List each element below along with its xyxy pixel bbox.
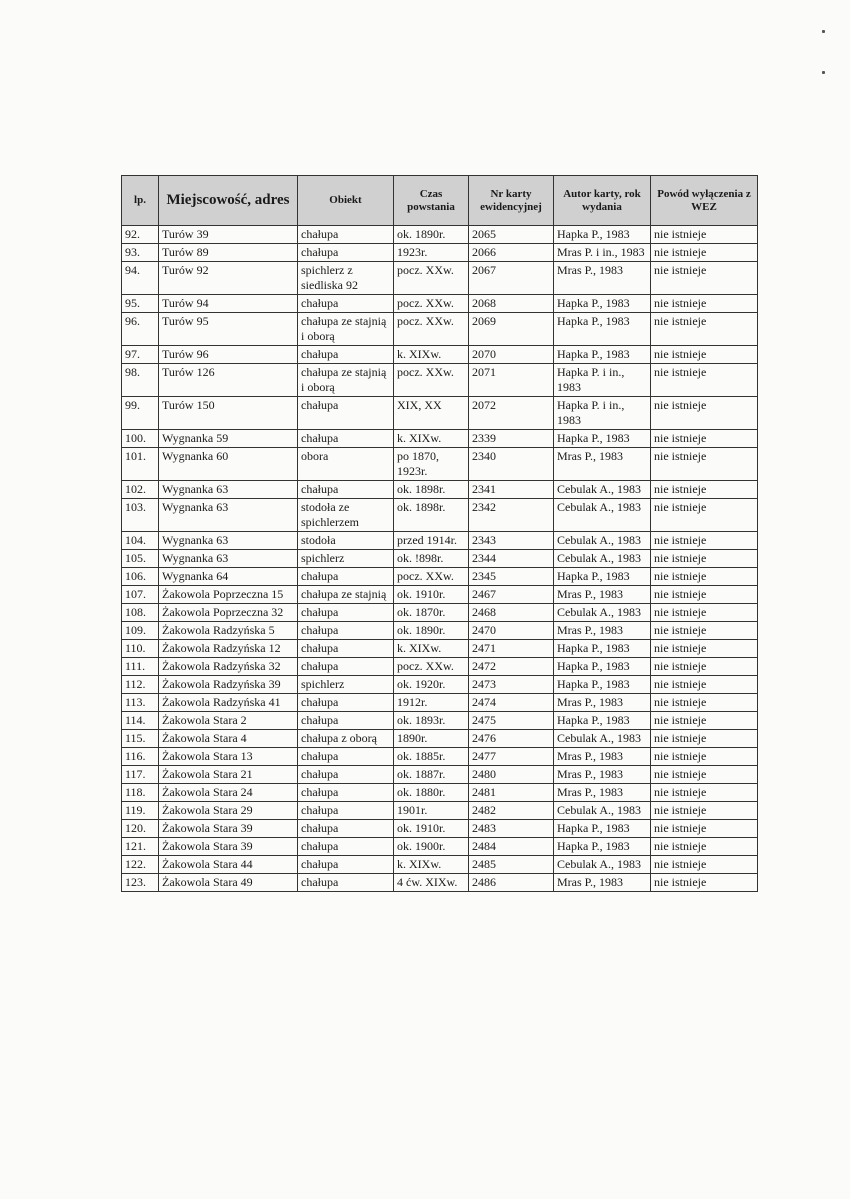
- table-row: [122, 604, 758, 622]
- cell-time: ok. 1910r.: [394, 820, 469, 838]
- cell-reason: nie istnieje: [651, 820, 758, 838]
- table-row: [122, 676, 758, 694]
- table-row: [122, 622, 758, 640]
- table-row: [122, 838, 758, 856]
- cell-author: Cebulak A., 1983: [554, 604, 651, 622]
- cell-card-number: 2069: [469, 313, 554, 346]
- cell-object: chałupa: [298, 604, 394, 622]
- cell-card-number: 2067: [469, 262, 554, 295]
- cell-lp: 116.: [122, 748, 159, 766]
- cell-address: Wygnanka 63: [159, 550, 298, 568]
- cell-time: 1912r.: [394, 694, 469, 712]
- cell-object: chałupa: [298, 802, 394, 820]
- cell-address: Żakowola Radzyńska 5: [159, 622, 298, 640]
- cell-address: Wygnanka 63: [159, 499, 298, 532]
- cell-time: k. XIXw.: [394, 346, 469, 364]
- cell-address: Żakowola Radzyńska 12: [159, 640, 298, 658]
- cell-reason: nie istnieje: [651, 568, 758, 586]
- cell-time: ok. 1898r.: [394, 499, 469, 532]
- cell-author: Hapka P., 1983: [554, 676, 651, 694]
- cell-reason: nie istnieje: [651, 784, 758, 802]
- table-row: [122, 748, 758, 766]
- cell-object: spichlerz: [298, 676, 394, 694]
- cell-lp: 108.: [122, 604, 159, 622]
- table-row: [122, 532, 758, 550]
- table-row: [122, 226, 758, 244]
- cell-author: Cebulak A., 1983: [554, 499, 651, 532]
- cell-card-number: 2470: [469, 622, 554, 640]
- table-row: [122, 430, 758, 448]
- cell-object: chałupa: [298, 640, 394, 658]
- table-body: [122, 226, 758, 892]
- header-lp: lp.: [122, 176, 159, 226]
- cell-address: Turów 95: [159, 313, 298, 346]
- cell-card-number: 2474: [469, 694, 554, 712]
- table-row: [122, 346, 758, 364]
- cell-address: Turów 92: [159, 262, 298, 295]
- cell-time: pocz. XXw.: [394, 313, 469, 346]
- cell-reason: nie istnieje: [651, 430, 758, 448]
- cell-lp: 109.: [122, 622, 159, 640]
- cell-object: chałupa: [298, 748, 394, 766]
- cell-card-number: 2468: [469, 604, 554, 622]
- cell-reason: nie istnieje: [651, 499, 758, 532]
- cell-author: Hapka P., 1983: [554, 430, 651, 448]
- cell-time: pocz. XXw.: [394, 658, 469, 676]
- cell-time: k. XIXw.: [394, 856, 469, 874]
- cell-object: stodoła: [298, 532, 394, 550]
- table-row: [122, 874, 758, 892]
- table-row: [122, 802, 758, 820]
- cell-reason: nie istnieje: [651, 676, 758, 694]
- cell-object: chałupa: [298, 430, 394, 448]
- cell-lp: 98.: [122, 364, 159, 397]
- table-row: [122, 550, 758, 568]
- table-row: [122, 820, 758, 838]
- cell-card-number: 2483: [469, 820, 554, 838]
- cell-address: Żakowola Poprzeczna 15: [159, 586, 298, 604]
- cell-author: Hapka P., 1983: [554, 568, 651, 586]
- cell-time: ok. 1887r.: [394, 766, 469, 784]
- cell-object: chałupa: [298, 346, 394, 364]
- table-row: [122, 856, 758, 874]
- cell-reason: nie istnieje: [651, 244, 758, 262]
- header-time: Czas powstania: [394, 176, 469, 226]
- cell-address: Żakowola Stara 13: [159, 748, 298, 766]
- cell-time: pocz. XXw.: [394, 364, 469, 397]
- cell-lp: 120.: [122, 820, 159, 838]
- table-row: [122, 313, 758, 346]
- cell-author: Mras P., 1983: [554, 586, 651, 604]
- cell-reason: nie istnieje: [651, 313, 758, 346]
- table-row: [122, 397, 758, 430]
- header-address: Miejscowość, adres: [159, 176, 298, 226]
- cell-author: Mras P., 1983: [554, 748, 651, 766]
- table-row: [122, 586, 758, 604]
- cell-reason: nie istnieje: [651, 397, 758, 430]
- cell-author: Cebulak A., 1983: [554, 802, 651, 820]
- cell-object: chałupa: [298, 568, 394, 586]
- table-row: [122, 658, 758, 676]
- cell-time: 4 ćw. XIXw.: [394, 874, 469, 892]
- cell-lp: 102.: [122, 481, 159, 499]
- cell-address: Turów 96: [159, 346, 298, 364]
- cell-card-number: 2485: [469, 856, 554, 874]
- cell-reason: nie istnieje: [651, 838, 758, 856]
- cell-reason: nie istnieje: [651, 658, 758, 676]
- cell-time: ok. 1920r.: [394, 676, 469, 694]
- cell-card-number: 2341: [469, 481, 554, 499]
- cell-address: Żakowola Stara 49: [159, 874, 298, 892]
- cell-object: obora: [298, 448, 394, 481]
- cell-object: chałupa: [298, 622, 394, 640]
- cell-author: Mras P., 1983: [554, 622, 651, 640]
- cell-object: chałupa: [298, 295, 394, 313]
- cell-time: pocz. XXw.: [394, 568, 469, 586]
- table-row: [122, 262, 758, 295]
- cell-card-number: 2473: [469, 676, 554, 694]
- cell-author: Mras P. i in., 1983: [554, 244, 651, 262]
- cell-address: Wygnanka 63: [159, 532, 298, 550]
- cell-object: chałupa: [298, 694, 394, 712]
- cell-address: Żakowola Stara 39: [159, 820, 298, 838]
- cell-reason: nie istnieje: [651, 364, 758, 397]
- cell-object: chałupa: [298, 838, 394, 856]
- cell-card-number: 2343: [469, 532, 554, 550]
- cell-object: chałupa: [298, 766, 394, 784]
- cell-object: chałupa ze stajnią i oborą: [298, 364, 394, 397]
- cell-card-number: 2481: [469, 784, 554, 802]
- table-row: [122, 766, 758, 784]
- cell-lp: 100.: [122, 430, 159, 448]
- table-row: [122, 481, 758, 499]
- cell-lp: 105.: [122, 550, 159, 568]
- cell-author: Mras P., 1983: [554, 694, 651, 712]
- cell-author: Cebulak A., 1983: [554, 550, 651, 568]
- cell-reason: nie istnieje: [651, 802, 758, 820]
- cell-address: Wygnanka 59: [159, 430, 298, 448]
- cell-time: ok. 1890r.: [394, 226, 469, 244]
- cell-time: po 1870, 1923r.: [394, 448, 469, 481]
- cell-author: Hapka P., 1983: [554, 658, 651, 676]
- cell-object: chałupa: [298, 658, 394, 676]
- cell-lp: 110.: [122, 640, 159, 658]
- cell-lp: 99.: [122, 397, 159, 430]
- cell-lp: 97.: [122, 346, 159, 364]
- cell-address: Wygnanka 60: [159, 448, 298, 481]
- cell-address: Żakowola Stara 39: [159, 838, 298, 856]
- header-object: Obiekt: [298, 176, 394, 226]
- cell-address: Żakowola Stara 21: [159, 766, 298, 784]
- cell-lp: 117.: [122, 766, 159, 784]
- cell-author: Mras P., 1983: [554, 874, 651, 892]
- cell-author: Hapka P., 1983: [554, 226, 651, 244]
- cell-object: chałupa: [298, 784, 394, 802]
- cell-address: Turów 89: [159, 244, 298, 262]
- cell-reason: nie istnieje: [651, 550, 758, 568]
- table-row: [122, 448, 758, 481]
- cell-lp: 122.: [122, 856, 159, 874]
- cell-address: Żakowola Radzyńska 39: [159, 676, 298, 694]
- table-row: [122, 694, 758, 712]
- cell-reason: nie istnieje: [651, 295, 758, 313]
- cell-card-number: 2339: [469, 430, 554, 448]
- cell-lp: 92.: [122, 226, 159, 244]
- cell-lp: 93.: [122, 244, 159, 262]
- cell-object: chałupa z oborą: [298, 730, 394, 748]
- header-reason: Powód wyłączenia z WEZ: [651, 176, 758, 226]
- cell-lp: 112.: [122, 676, 159, 694]
- table-header-row: [122, 176, 758, 226]
- cell-card-number: 2480: [469, 766, 554, 784]
- cell-address: Żakowola Poprzeczna 32: [159, 604, 298, 622]
- cell-reason: nie istnieje: [651, 448, 758, 481]
- cell-object: chałupa: [298, 397, 394, 430]
- cell-object: chałupa: [298, 244, 394, 262]
- cell-reason: nie istnieje: [651, 766, 758, 784]
- cell-address: Żakowola Radzyńska 32: [159, 658, 298, 676]
- cell-time: ok. !898r.: [394, 550, 469, 568]
- cell-author: Hapka P., 1983: [554, 820, 651, 838]
- cell-time: 1923r.: [394, 244, 469, 262]
- cell-lp: 103.: [122, 499, 159, 532]
- cell-reason: nie istnieje: [651, 712, 758, 730]
- cell-card-number: 2065: [469, 226, 554, 244]
- cell-lp: 107.: [122, 586, 159, 604]
- cell-lp: 119.: [122, 802, 159, 820]
- cell-reason: nie istnieje: [651, 730, 758, 748]
- cell-card-number: 2070: [469, 346, 554, 364]
- cell-card-number: 2342: [469, 499, 554, 532]
- cell-author: Hapka P. i in., 1983: [554, 397, 651, 430]
- cell-author: Mras P., 1983: [554, 262, 651, 295]
- cell-time: przed 1914r.: [394, 532, 469, 550]
- cell-lp: 96.: [122, 313, 159, 346]
- cell-object: chałupa: [298, 856, 394, 874]
- cell-card-number: 2475: [469, 712, 554, 730]
- cell-time: ok. 1898r.: [394, 481, 469, 499]
- cell-time: k. XIXw.: [394, 640, 469, 658]
- cell-card-number: 2472: [469, 658, 554, 676]
- cell-time: ok. 1870r.: [394, 604, 469, 622]
- cell-address: Turów 94: [159, 295, 298, 313]
- cell-lp: 118.: [122, 784, 159, 802]
- cell-reason: nie istnieje: [651, 481, 758, 499]
- cell-object: spichlerz z siedliska 92: [298, 262, 394, 295]
- cell-lp: 114.: [122, 712, 159, 730]
- cell-lp: 95.: [122, 295, 159, 313]
- cell-reason: nie istnieje: [651, 622, 758, 640]
- cell-time: 1890r.: [394, 730, 469, 748]
- cell-reason: nie istnieje: [651, 226, 758, 244]
- cell-author: Hapka P., 1983: [554, 313, 651, 346]
- table-row: [122, 712, 758, 730]
- cell-object: chałupa: [298, 874, 394, 892]
- cell-lp: 115.: [122, 730, 159, 748]
- cell-card-number: 2072: [469, 397, 554, 430]
- cell-card-number: 2486: [469, 874, 554, 892]
- header-author: Autor karty, rok wydania: [554, 176, 651, 226]
- cell-address: Żakowola Stara 2: [159, 712, 298, 730]
- cell-object: chałupa: [298, 712, 394, 730]
- cell-lp: 101.: [122, 448, 159, 481]
- table-row: [122, 364, 758, 397]
- header-card-number: Nr karty ewidencyjnej: [469, 176, 554, 226]
- cell-card-number: 2477: [469, 748, 554, 766]
- cell-author: Hapka P. i in., 1983: [554, 364, 651, 397]
- cell-author: Cebulak A., 1983: [554, 730, 651, 748]
- cell-time: pocz. XXw.: [394, 295, 469, 313]
- cell-reason: nie istnieje: [651, 604, 758, 622]
- cell-author: Hapka P., 1983: [554, 295, 651, 313]
- cell-reason: nie istnieje: [651, 532, 758, 550]
- table-row: [122, 244, 758, 262]
- cell-lp: 113.: [122, 694, 159, 712]
- cell-address: Turów 126: [159, 364, 298, 397]
- table-row: [122, 499, 758, 532]
- cell-author: Mras P., 1983: [554, 784, 651, 802]
- cell-reason: nie istnieje: [651, 346, 758, 364]
- cell-author: Mras P., 1983: [554, 766, 651, 784]
- cell-card-number: 2484: [469, 838, 554, 856]
- cell-time: 1901r.: [394, 802, 469, 820]
- cell-reason: nie istnieje: [651, 694, 758, 712]
- cell-address: Żakowola Stara 4: [159, 730, 298, 748]
- cell-card-number: 2345: [469, 568, 554, 586]
- cell-time: ok. 1910r.: [394, 586, 469, 604]
- cell-lp: 123.: [122, 874, 159, 892]
- cell-address: Turów 150: [159, 397, 298, 430]
- cell-address: Żakowola Radzyńska 41: [159, 694, 298, 712]
- scan-marks: [822, 30, 828, 112]
- cell-author: Cebulak A., 1983: [554, 532, 651, 550]
- cell-time: ok. 1880r.: [394, 784, 469, 802]
- cell-reason: nie istnieje: [651, 586, 758, 604]
- cell-lp: 111.: [122, 658, 159, 676]
- cell-author: Hapka P., 1983: [554, 838, 651, 856]
- cell-address: Żakowola Stara 44: [159, 856, 298, 874]
- cell-card-number: 2071: [469, 364, 554, 397]
- cell-card-number: 2344: [469, 550, 554, 568]
- cell-author: Hapka P., 1983: [554, 712, 651, 730]
- cell-author: Hapka P., 1983: [554, 346, 651, 364]
- cell-time: ok. 1890r.: [394, 622, 469, 640]
- cell-object: stodoła ze spichlerzem: [298, 499, 394, 532]
- cell-time: ok. 1885r.: [394, 748, 469, 766]
- table-row: [122, 730, 758, 748]
- cell-lp: 121.: [122, 838, 159, 856]
- cell-author: Hapka P., 1983: [554, 640, 651, 658]
- table-row: [122, 568, 758, 586]
- cell-object: chałupa ze stajnią: [298, 586, 394, 604]
- cell-author: Cebulak A., 1983: [554, 481, 651, 499]
- cell-card-number: 2467: [469, 586, 554, 604]
- cell-reason: nie istnieje: [651, 640, 758, 658]
- cell-address: Żakowola Stara 29: [159, 802, 298, 820]
- cell-author: Mras P., 1983: [554, 448, 651, 481]
- cell-card-number: 2068: [469, 295, 554, 313]
- cell-reason: nie istnieje: [651, 262, 758, 295]
- cell-time: XIX, XX: [394, 397, 469, 430]
- cell-card-number: 2066: [469, 244, 554, 262]
- cell-reason: nie istnieje: [651, 856, 758, 874]
- cell-address: Wygnanka 64: [159, 568, 298, 586]
- cell-reason: nie istnieje: [651, 874, 758, 892]
- table-row: [122, 784, 758, 802]
- cell-lp: 104.: [122, 532, 159, 550]
- cell-object: spichlerz: [298, 550, 394, 568]
- cell-reason: nie istnieje: [651, 748, 758, 766]
- table-row: [122, 295, 758, 313]
- cell-object: chałupa ze stajnią i oborą: [298, 313, 394, 346]
- cell-object: chałupa: [298, 820, 394, 838]
- cell-address: Żakowola Stara 24: [159, 784, 298, 802]
- cell-time: k. XIXw.: [394, 430, 469, 448]
- cell-author: Cebulak A., 1983: [554, 856, 651, 874]
- cell-time: pocz. XXw.: [394, 262, 469, 295]
- cell-object: chałupa: [298, 481, 394, 499]
- table-row: [122, 640, 758, 658]
- cell-card-number: 2482: [469, 802, 554, 820]
- cell-card-number: 2340: [469, 448, 554, 481]
- monument-registry-table: [121, 175, 758, 892]
- cell-time: ok. 1900r.: [394, 838, 469, 856]
- cell-object: chałupa: [298, 226, 394, 244]
- cell-address: Turów 39: [159, 226, 298, 244]
- cell-card-number: 2476: [469, 730, 554, 748]
- cell-lp: 106.: [122, 568, 159, 586]
- cell-address: Wygnanka 63: [159, 481, 298, 499]
- cell-time: ok. 1893r.: [394, 712, 469, 730]
- cell-card-number: 2471: [469, 640, 554, 658]
- cell-lp: 94.: [122, 262, 159, 295]
